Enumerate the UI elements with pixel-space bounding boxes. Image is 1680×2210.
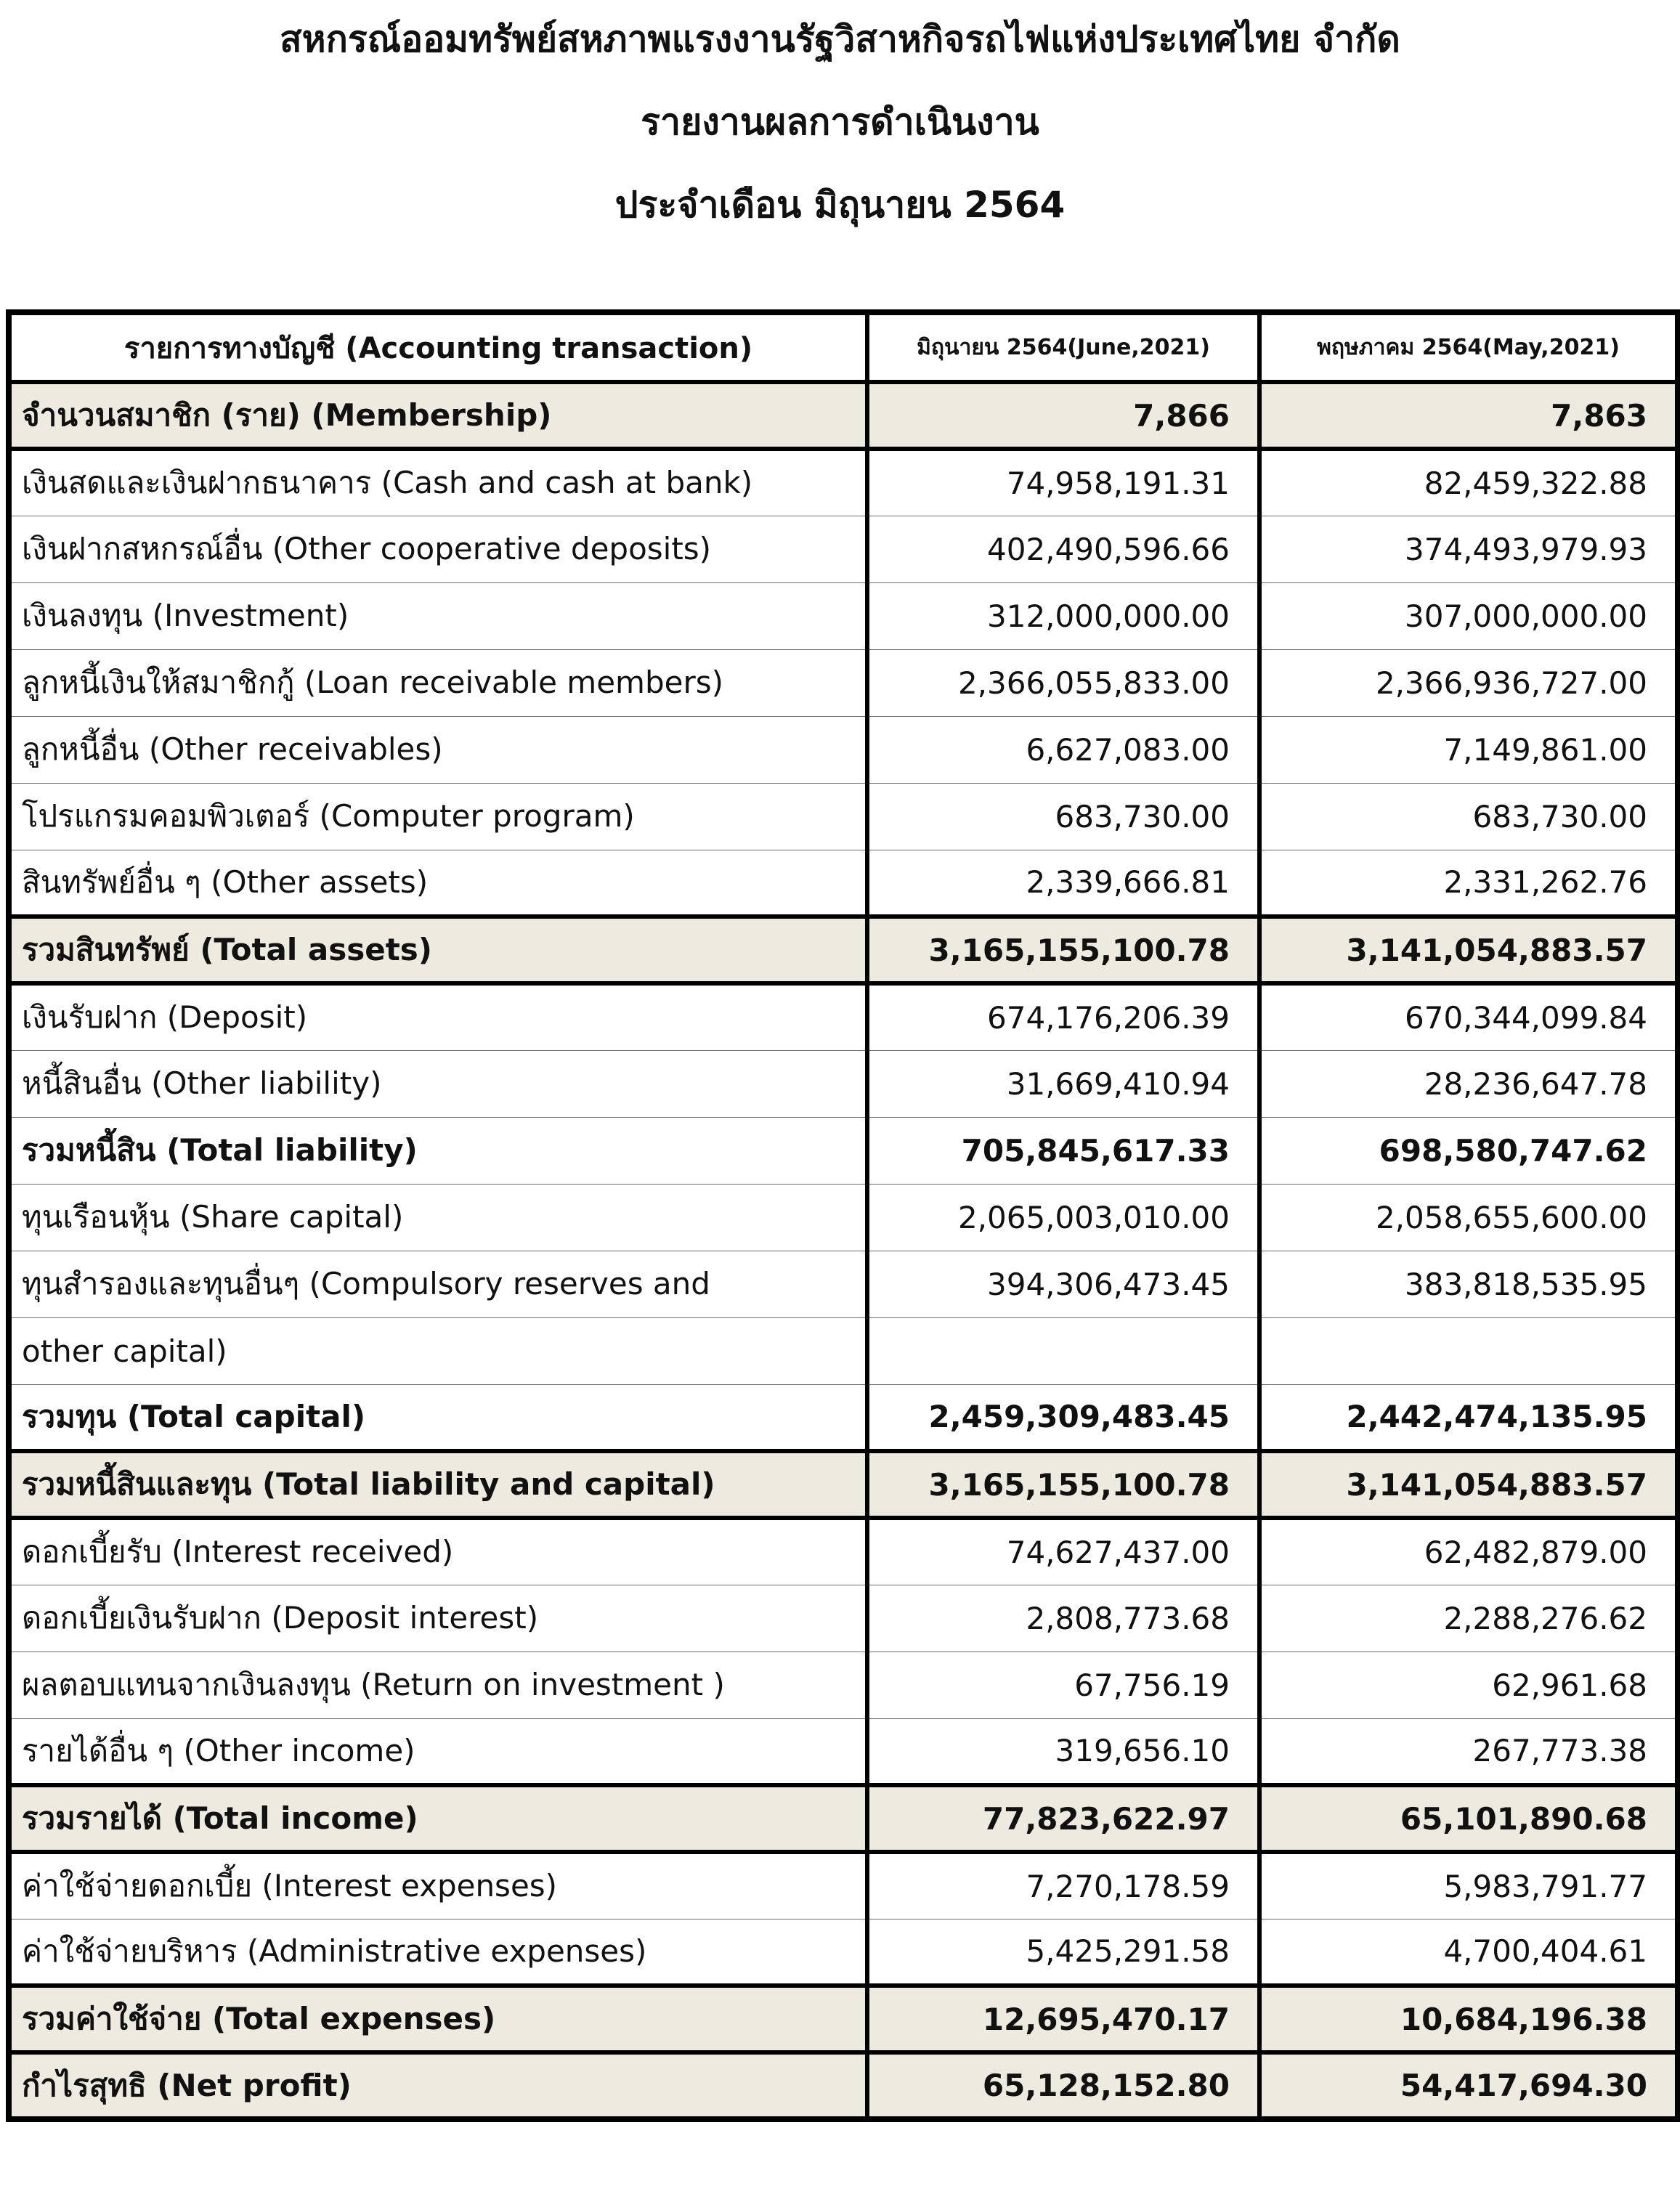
row-label: เงินฝากสหกรณ์อื่น (Other cooperative deposits) [9, 516, 867, 582]
row-label: ทุนสำรองและทุนอื่นๆ (Compulsory reserves and [9, 1251, 867, 1317]
row-label: กำไรสุทธิ (Net profit) [9, 2052, 867, 2119]
column-header-june-2021: มิถุนายน 2564(June,2021) [867, 312, 1259, 382]
row-label: เงินลงทุน (Investment) [9, 582, 867, 649]
row-label: รวมรายได้ (Total income) [9, 1785, 867, 1852]
table-row [9, 582, 1678, 649]
value-previous: 2,331,262.76 [1259, 850, 1678, 917]
financial-table [6, 309, 1680, 2122]
value-previous: 383,818,535.95 [1259, 1251, 1678, 1317]
value-current: 77,823,622.97 [867, 1785, 1259, 1852]
table-row-total-income [9, 1785, 1678, 1852]
report-title: รายงานผลการดำเนินงาน [641, 101, 1039, 143]
row-label: รวมหนี้สินและทุน (Total liability and capital) [9, 1451, 867, 1518]
table-row [9, 449, 1678, 516]
value-previous: 683,730.00 [1259, 783, 1678, 850]
value-previous: 10,684,196.38 [1259, 1986, 1678, 2052]
column-header-item: รายการทางบัญชี (Accounting transaction) [9, 312, 867, 382]
value-previous: 3,141,054,883.57 [1259, 1451, 1678, 1518]
value-current: 402,490,596.66 [867, 516, 1259, 582]
value-current: 683,730.00 [867, 783, 1259, 850]
value-previous: 82,459,322.88 [1259, 449, 1678, 516]
value-current: 2,065,003,010.00 [867, 1184, 1259, 1251]
org-name: สหกรณ์ออมทรัพย์สหภาพแรงงานรัฐวิสาหกิจรถไฟแห่งประเทศไทย จำกัด [280, 18, 1400, 60]
value-current: 394,306,473.45 [867, 1251, 1259, 1317]
row-label: เงินรับฝาก (Deposit) [9, 983, 867, 1050]
value-current: 67,756.19 [867, 1652, 1259, 1718]
row-label: other capital) [9, 1317, 867, 1384]
table-row-total-liability-and-capital [9, 1451, 1678, 1518]
row-label: ทุนเรือนหุ้น (Share capital) [9, 1184, 867, 1251]
row-label: รายได้อื่น ๆ (Other income) [9, 1718, 867, 1785]
row-label: จำนวนสมาชิก (ราย) (Membership) [9, 382, 867, 449]
table-row-total-liability [9, 1117, 1678, 1184]
table-row-membership [9, 382, 1678, 449]
value-current: 2,808,773.68 [867, 1585, 1259, 1652]
row-label: รวมหนี้สิน (Total liability) [9, 1117, 867, 1184]
value-previous [1259, 1317, 1678, 1384]
value-previous: 3,141,054,883.57 [1259, 917, 1678, 983]
row-label: สินทรัพย์อื่น ๆ (Other assets) [9, 850, 867, 917]
table-row [9, 783, 1678, 850]
row-label: รวมค่าใช้จ่าย (Total expenses) [9, 1986, 867, 2052]
value-current: 3,165,155,100.78 [867, 1451, 1259, 1518]
value-current: 31,669,410.94 [867, 1050, 1259, 1117]
value-current: 74,958,191.31 [867, 449, 1259, 516]
value-current: 74,627,437.00 [867, 1518, 1259, 1585]
table-row [9, 850, 1678, 917]
row-label: หนี้สินอื่น (Other liability) [9, 1050, 867, 1117]
value-current: 6,627,083.00 [867, 716, 1259, 783]
value-current: 5,425,291.58 [867, 1919, 1259, 1986]
value-previous: 62,482,879.00 [1259, 1518, 1678, 1585]
row-label: เงินสดและเงินฝากธนาคาร (Cash and cash at bank) [9, 449, 867, 516]
column-header-may-2021: พฤษภาคม 2564(May,2021) [1259, 312, 1678, 382]
value-previous: 307,000,000.00 [1259, 582, 1678, 649]
row-label: ผลตอบแทนจากเงินลงทุน (Return on investment ) [9, 1652, 867, 1718]
value-previous: 698,580,747.62 [1259, 1117, 1678, 1184]
value-current: 2,459,309,483.45 [867, 1384, 1259, 1451]
table-row [9, 516, 1678, 582]
value-current: 319,656.10 [867, 1718, 1259, 1785]
row-label: ลูกหนี้อื่น (Other receivables) [9, 716, 867, 783]
row-label: ดอกเบี้ยเงินรับฝาก (Deposit interest) [9, 1585, 867, 1652]
report-period: ประจำเดือน มิถุนายน 2564 [614, 184, 1066, 226]
table-row [9, 716, 1678, 783]
value-previous: 54,417,694.30 [1259, 2052, 1678, 2119]
value-current: 7,866 [867, 382, 1259, 449]
table-row [9, 1184, 1678, 1251]
row-label: โปรแกรมคอมพิวเตอร์ (Computer program) [9, 783, 867, 850]
value-previous: 2,366,936,727.00 [1259, 649, 1678, 716]
value-current: 674,176,206.39 [867, 983, 1259, 1050]
value-current: 65,128,152.80 [867, 2052, 1259, 2119]
table-row [9, 1919, 1678, 1986]
table-row [9, 983, 1678, 1050]
table-row-total-expenses [9, 1986, 1678, 2052]
table-row [9, 1050, 1678, 1117]
table-row [9, 1718, 1678, 1785]
value-previous: 65,101,890.68 [1259, 1785, 1678, 1852]
value-current: 705,845,617.33 [867, 1117, 1259, 1184]
row-label: ลูกหนี้เงินให้สมาชิกกู้ (Loan receivable members) [9, 649, 867, 716]
row-label: ค่าใช้จ่ายบริหาร (Administrative expenses) [9, 1919, 867, 1986]
table-row [9, 1585, 1678, 1652]
value-current [867, 1317, 1259, 1384]
table-row-total-capital [9, 1384, 1678, 1451]
table-row-total-assets [9, 917, 1678, 983]
table-header-row [9, 312, 1678, 382]
table-row [9, 1852, 1678, 1919]
value-current: 7,270,178.59 [867, 1852, 1259, 1919]
value-previous: 7,149,861.00 [1259, 716, 1678, 783]
value-previous: 2,288,276.62 [1259, 1585, 1678, 1652]
value-previous: 2,442,474,135.95 [1259, 1384, 1678, 1451]
value-current: 12,695,470.17 [867, 1986, 1259, 2052]
value-previous: 670,344,099.84 [1259, 983, 1678, 1050]
table-row-net-profit [9, 2052, 1678, 2119]
value-previous: 267,773.38 [1259, 1718, 1678, 1785]
value-previous: 4,700,404.61 [1259, 1919, 1678, 1986]
value-previous: 62,961.68 [1259, 1652, 1678, 1718]
value-previous: 7,863 [1259, 382, 1678, 449]
value-current: 2,366,055,833.00 [867, 649, 1259, 716]
value-current: 312,000,000.00 [867, 582, 1259, 649]
value-previous: 28,236,647.78 [1259, 1050, 1678, 1117]
value-previous: 374,493,979.93 [1259, 516, 1678, 582]
value-current: 3,165,155,100.78 [867, 917, 1259, 983]
table-row [9, 1251, 1678, 1317]
row-label: รวมสินทรัพย์ (Total assets) [9, 917, 867, 983]
table-row [9, 649, 1678, 716]
table-row-continuation [9, 1317, 1678, 1384]
value-current: 2,339,666.81 [867, 850, 1259, 917]
row-label: ค่าใช้จ่ายดอกเบี้ย (Interest expenses) [9, 1852, 867, 1919]
row-label: รวมทุน (Total capital) [9, 1384, 867, 1451]
table-row [9, 1518, 1678, 1585]
table-row [9, 1652, 1678, 1718]
value-previous: 5,983,791.77 [1259, 1852, 1678, 1919]
value-previous: 2,058,655,600.00 [1259, 1184, 1678, 1251]
row-label: ดอกเบี้ยรับ (Interest received) [9, 1518, 867, 1585]
